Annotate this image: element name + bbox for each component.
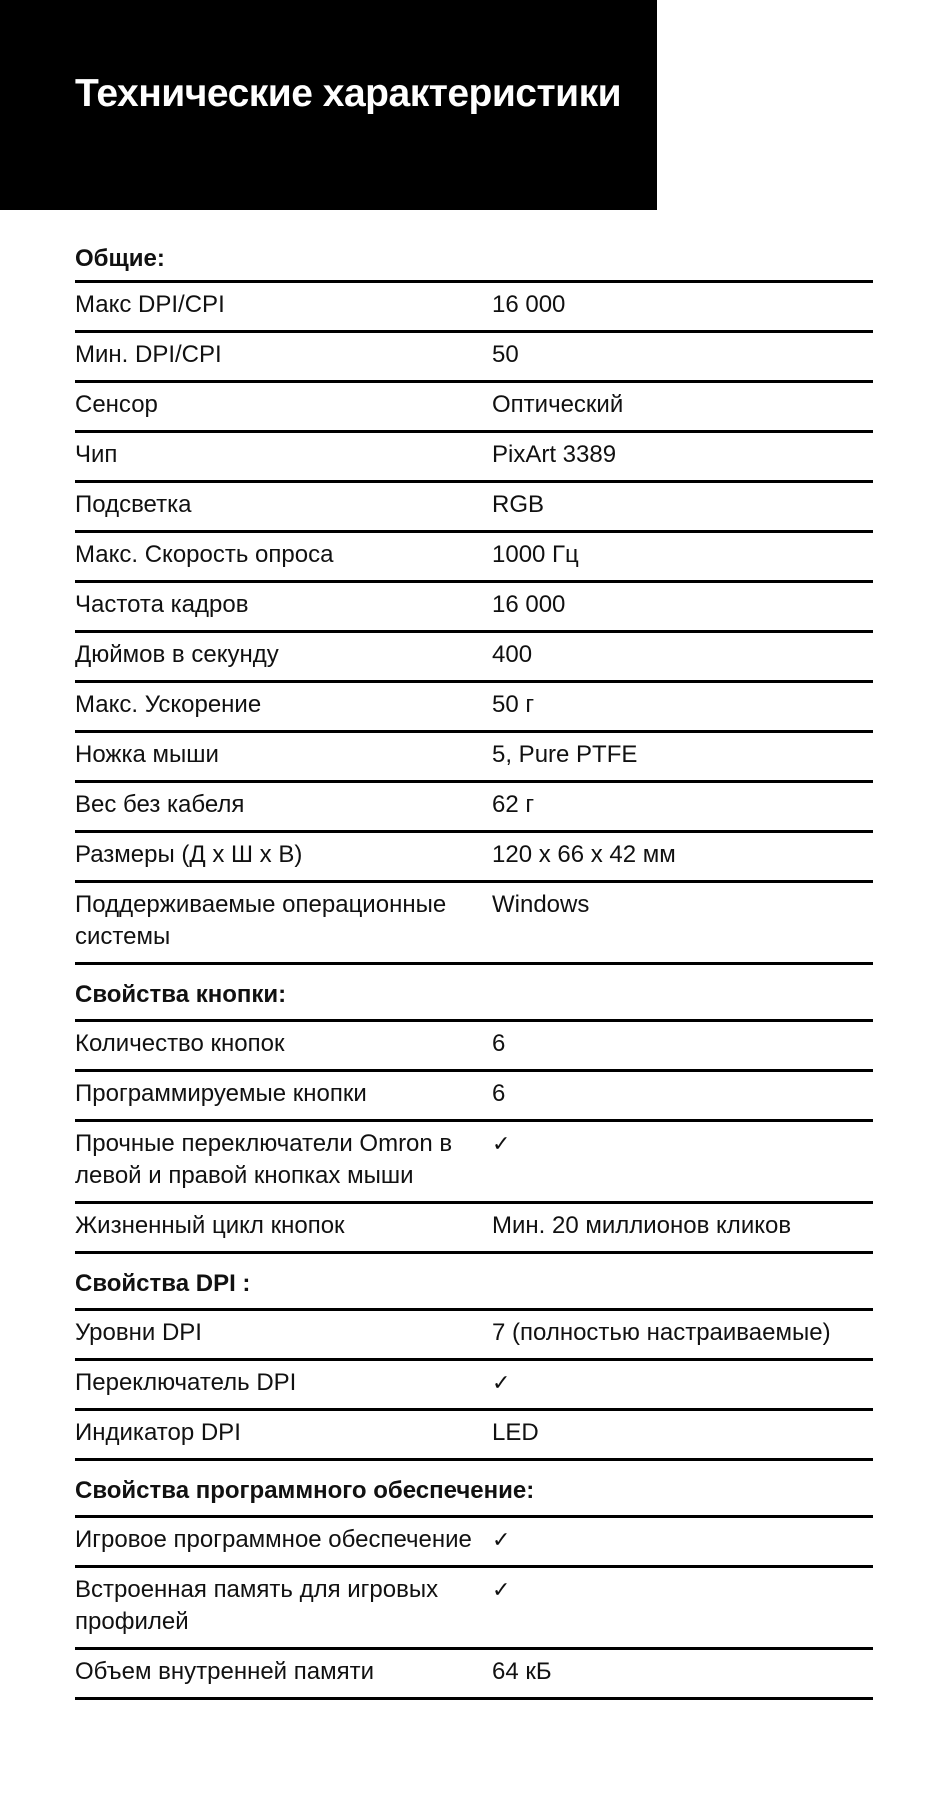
- spec-label: Мин. DPI/CPI: [75, 341, 222, 368]
- check-icon: ✓: [492, 1577, 511, 1602]
- spec-row: [75, 383, 873, 433]
- spec-label: Поддерживаемые операционные системы: [75, 891, 447, 950]
- spec-value: Windows: [492, 891, 590, 918]
- spec-label: Сенсор: [75, 391, 158, 418]
- spec-row: [75, 433, 873, 483]
- spec-label: Индикатор DPI: [75, 1419, 241, 1446]
- spec-label: Частота кадров: [75, 591, 249, 618]
- check-icon: ✓: [492, 1370, 511, 1395]
- spec-row: [75, 1518, 873, 1568]
- spec-value: 5, Pure PTFE: [492, 741, 638, 768]
- spec-value: [492, 1122, 873, 1160]
- spec-label: Макс DPI/CPI: [75, 291, 225, 318]
- spec-value: 16 000: [492, 591, 566, 618]
- section-software: [75, 1461, 873, 1700]
- spec-label: Игровое программное обеспечение: [75, 1526, 472, 1553]
- spec-value: RGB: [492, 491, 545, 518]
- section-heading: Общие:: [75, 233, 873, 283]
- spec-value: 50: [492, 341, 519, 368]
- spec-row: [75, 533, 873, 583]
- spec-row: [75, 733, 873, 783]
- spec-value: 62 г: [492, 791, 535, 818]
- section-buttons: [75, 965, 873, 1254]
- spec-value: 7 (полностью настраиваемые): [492, 1319, 831, 1346]
- spec-value: Мин. 20 миллионов кликов: [492, 1212, 792, 1239]
- spec-label: Подсветка: [75, 491, 192, 518]
- spec-row: [75, 1650, 873, 1700]
- spec-row: [75, 283, 873, 333]
- spec-table: [75, 233, 873, 1700]
- check-icon: ✓: [492, 1131, 511, 1156]
- section-general: [75, 233, 873, 965]
- spec-value: 16 000: [492, 291, 566, 318]
- spec-value: [492, 1361, 873, 1399]
- section-heading: Свойства кнопки:: [75, 965, 873, 1022]
- spec-label: Объем внутренней памяти: [75, 1658, 374, 1685]
- spec-label: Прочные переключатели Omron в левой и правой кнопках мыши: [75, 1130, 453, 1189]
- spec-label: Дюймов в секунду: [75, 641, 279, 668]
- spec-label: Макс. Ускорение: [75, 691, 262, 718]
- header-banner: [0, 0, 657, 210]
- spec-label: Макс. Скорость опроса: [75, 541, 334, 568]
- spec-value: Оптический: [492, 391, 624, 418]
- spec-label: Чип: [75, 441, 118, 468]
- spec-row: [75, 1072, 873, 1122]
- spec-row: [75, 633, 873, 683]
- spec-row: [75, 583, 873, 633]
- spec-label: Размеры (Д x Ш x В): [75, 841, 303, 868]
- spec-value: 120 x 66 x 42 мм: [492, 841, 676, 868]
- spec-label: Ножка мыши: [75, 741, 219, 768]
- spec-value: 50 г: [492, 691, 535, 718]
- section-heading: Свойства DPI :: [75, 1254, 873, 1311]
- spec-value: [492, 1518, 873, 1556]
- spec-value: 6: [492, 1030, 506, 1057]
- spec-value: [492, 1568, 873, 1606]
- spec-row: [75, 1411, 873, 1461]
- section-dpi: [75, 1254, 873, 1461]
- spec-row: [75, 833, 873, 883]
- spec-row: [75, 783, 873, 833]
- spec-row: [75, 1311, 873, 1361]
- spec-label: Переключатель DPI: [75, 1369, 297, 1396]
- spec-value: 400: [492, 641, 533, 668]
- spec-value: 6: [492, 1080, 506, 1107]
- spec-row: [75, 1568, 873, 1650]
- spec-row: [75, 1204, 873, 1254]
- spec-label: Программируемые кнопки: [75, 1080, 367, 1107]
- spec-value: PixArt 3389: [492, 441, 617, 468]
- section-heading: Свойства программного обеспечение:: [75, 1461, 873, 1518]
- spec-value: 1000 Гц: [492, 541, 579, 568]
- page-title: Технические характеристики: [75, 72, 622, 115]
- spec-row: [75, 333, 873, 383]
- spec-label: Уровни DPI: [75, 1319, 202, 1346]
- spec-row: [75, 683, 873, 733]
- check-icon: ✓: [492, 1527, 511, 1552]
- spec-value: LED: [492, 1419, 539, 1446]
- spec-row: [75, 883, 873, 965]
- spec-label: Вес без кабеля: [75, 791, 245, 818]
- spec-label: Жизненный цикл кнопок: [75, 1212, 345, 1239]
- spec-row: [75, 483, 873, 533]
- spec-label: Количество кнопок: [75, 1030, 285, 1057]
- spec-row: [75, 1122, 873, 1204]
- spec-row: [75, 1022, 873, 1072]
- spec-value: 64 кБ: [492, 1658, 552, 1685]
- spec-label: Встроенная память для игровых профилей: [75, 1576, 439, 1635]
- spec-row: [75, 1361, 873, 1411]
